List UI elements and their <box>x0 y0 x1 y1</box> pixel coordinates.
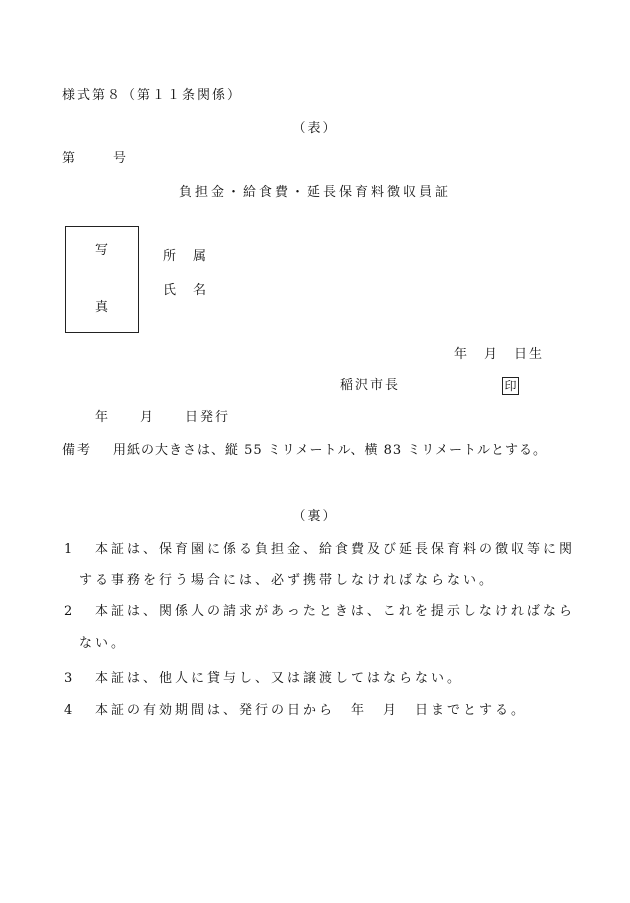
item-number: 3 <box>64 671 75 686</box>
birth-date-label: 年 月 日生 <box>454 347 545 362</box>
item-number: 1 <box>64 542 75 557</box>
photo-box <box>65 226 139 333</box>
issue-date-label: 年 月 日発行 <box>95 410 231 425</box>
seal-mark: 印 <box>502 377 519 395</box>
certificate-title: 負担金・給食費・延長保育料徴収員証 <box>178 185 451 200</box>
item-text-line1: 本証は、関係人の請求があったときは、これを提示しなければなら <box>95 604 575 619</box>
remark-text: 用紙の大きさは、縦 55 ミリメートル、横 83 ミリメートルとする。 <box>113 443 548 458</box>
item-number: 4 <box>64 703 75 718</box>
name-label: 氏 名 <box>163 283 209 298</box>
back-side-label: （裏） <box>292 509 338 524</box>
certificate-number-prefix: 第 <box>62 151 78 166</box>
item-text-line2: ない。 <box>79 636 128 651</box>
certificate-number-suffix: 号 <box>113 151 129 166</box>
item-text-line2: する事務を行う場合には、必ず携帯しなければならない。 <box>79 573 496 588</box>
form-number: 様式第８（第１１条関係） <box>62 88 243 103</box>
photo-char-bottom: 真 <box>95 300 111 315</box>
remark-label: 備考 <box>62 443 93 458</box>
item-text-line1: 本証の有効期間は、発行の日から 年 月 日までとする。 <box>95 703 528 718</box>
photo-char-top: 写 <box>95 243 111 258</box>
item-number: 2 <box>64 604 75 619</box>
item-text-line1: 本証は、他人に貸与し、又は譲渡してはならない。 <box>95 671 464 686</box>
affiliation-label: 所 属 <box>163 249 209 264</box>
issuer-label: 稲沢市長 <box>340 378 401 393</box>
item-text-line1: 本証は、保育園に係る負担金、給食費及び延長保育料の徴収等に関 <box>95 542 576 557</box>
front-side-label: （表） <box>292 121 338 136</box>
